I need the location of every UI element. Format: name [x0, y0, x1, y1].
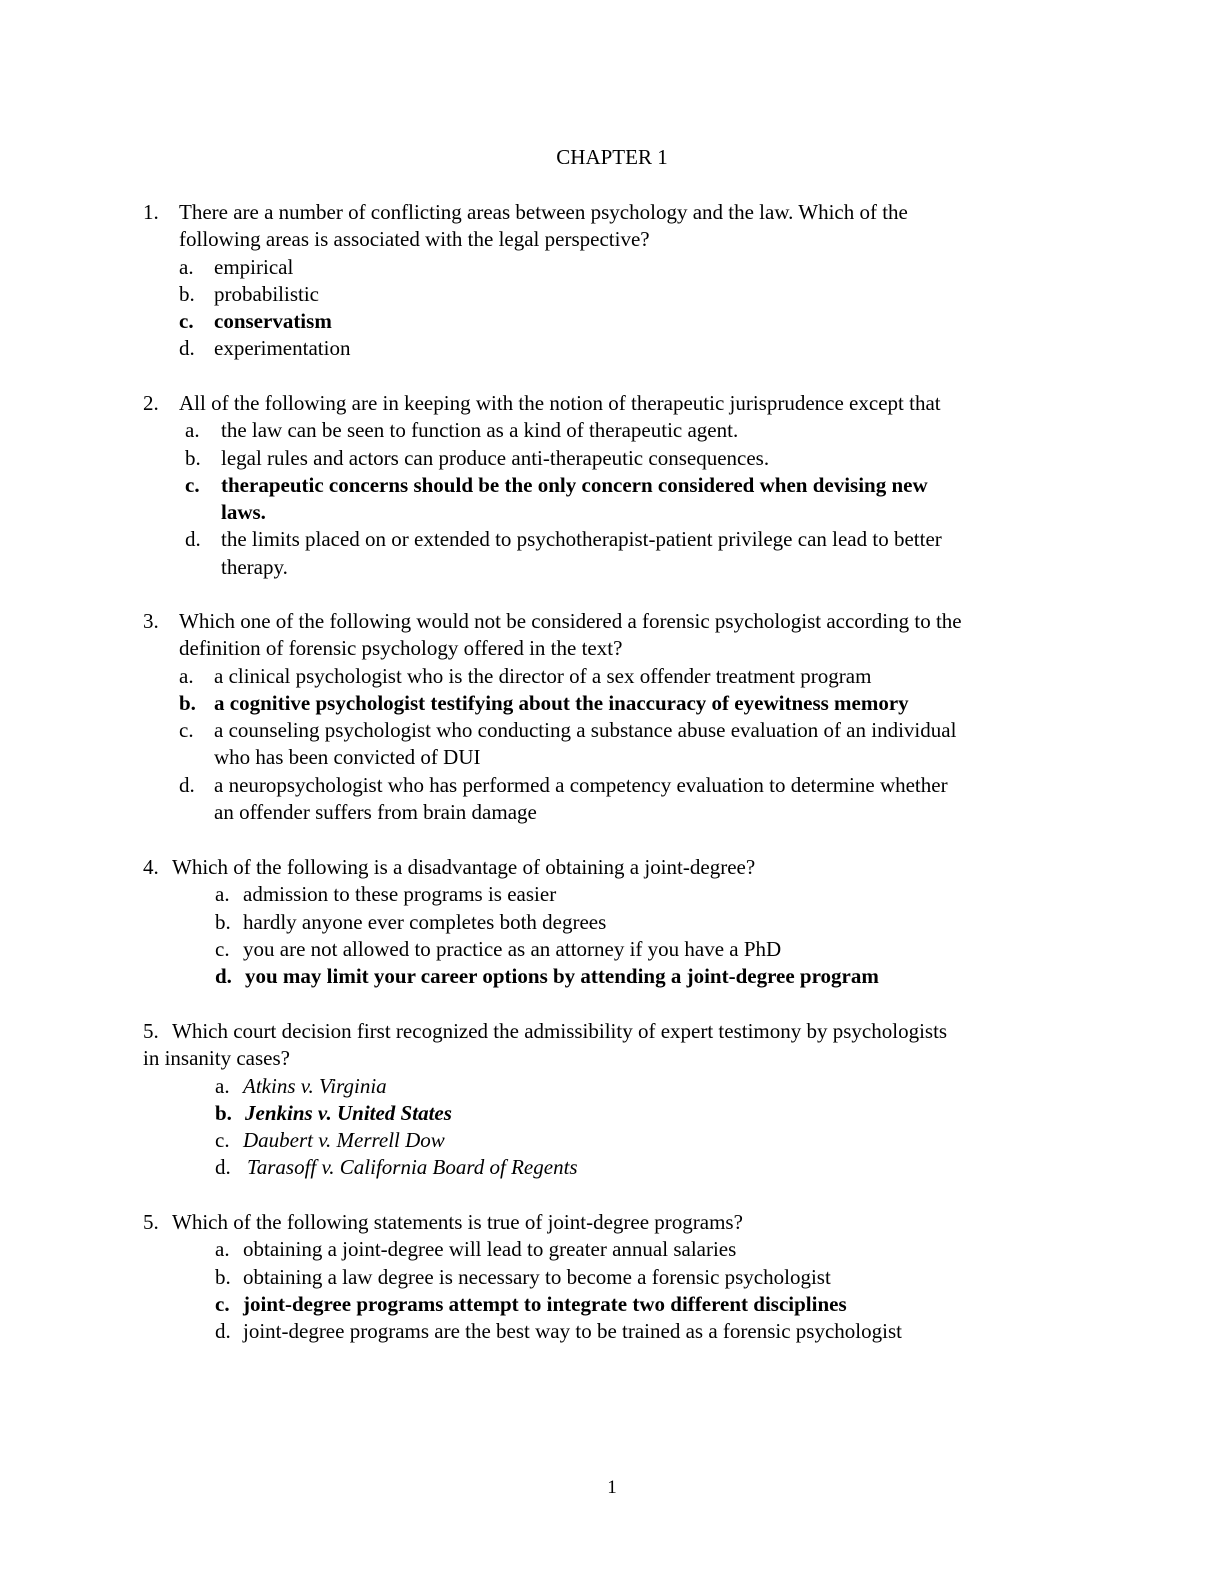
option-text: the limits placed on or extended to psychotherapist-patient privilege can lead to better — [221, 527, 942, 552]
answer-option — [0, 663, 1224, 690]
option-text: empirical — [214, 254, 294, 279]
answer-option — [0, 1236, 1224, 1263]
question-stem-line: following areas is associated with the legal perspective? — [179, 227, 650, 252]
question-stem-line: definition of forensic psychology offered in the text? — [179, 636, 623, 661]
answer-option — [0, 1073, 1224, 1100]
option-letter: a. — [215, 882, 230, 907]
answer-option — [0, 417, 1224, 444]
option-letter: b. — [215, 909, 231, 934]
correct-answer-option — [0, 690, 1224, 717]
answer-option — [0, 335, 1224, 362]
option-text: Tarasoff v. California Board of Regents — [247, 1155, 578, 1180]
answer-option — [0, 1264, 1224, 1291]
question-number: 5. — [143, 1210, 159, 1234]
option-letter: a. — [179, 663, 194, 688]
option-text: obtaining a law degree is necessary to become a forensic psychologist — [243, 1264, 831, 1289]
option-letter: d. — [185, 527, 201, 552]
option-text: legal rules and actors can produce anti-therapeutic consequences. — [221, 445, 770, 470]
question-stem-line: Which of the following is a disadvantage of obtaining a joint-degree? — [172, 855, 756, 879]
option-text: experimentation — [214, 336, 351, 361]
question-stem-line: Which court decision first recognized the admissibility of expert testimony by psychologists — [172, 1019, 948, 1043]
question-stem-line: There are a number of conflicting areas between psychology and the law. Which of the — [179, 200, 908, 224]
answer-option — [0, 526, 1224, 581]
question-stem-line: All of the following are in keeping with the notion of therapeutic jurisprudence except that — [179, 391, 941, 415]
answer-option — [0, 254, 1224, 281]
option-letter: c. — [215, 1128, 230, 1153]
option-letter: c. — [179, 718, 194, 743]
correct-answer-option — [0, 472, 1224, 527]
correct-answer-option — [0, 1100, 1224, 1127]
option-text: who has been convicted of DUI — [214, 745, 481, 770]
option-text: a cognitive psychologist testifying about the inaccuracy of eyewitness memory — [214, 690, 909, 715]
option-text: probabilistic — [214, 281, 319, 306]
question-number: 5. — [143, 1019, 159, 1043]
option-text: Jenkins v. United States — [245, 1100, 452, 1125]
option-letter: b. — [179, 690, 196, 715]
question-number: 4. — [143, 855, 159, 879]
option-letter: c. — [185, 472, 200, 497]
answer-option — [0, 1318, 1224, 1345]
question-number: 3. — [143, 609, 159, 633]
option-text: hardly anyone ever completes both degrees — [243, 909, 607, 934]
option-text: admission to these programs is easier — [243, 882, 557, 907]
option-letter: d. — [215, 1155, 231, 1180]
option-text: obtaining a joint-degree will lead to greater annual salaries — [243, 1237, 737, 1262]
option-letter: b. — [185, 445, 201, 470]
option-letter: b. — [215, 1264, 231, 1289]
option-text: joint-degree programs are the best way to be trained as a forensic psychologist — [243, 1319, 902, 1344]
option-letter: b. — [179, 281, 195, 306]
question-stem-line: Which of the following statements is true of joint-degree programs? — [172, 1210, 743, 1234]
option-letter: a. — [185, 418, 200, 443]
correct-answer-option — [0, 308, 1224, 335]
question-5 — [0, 1018, 1224, 1182]
question-1 — [0, 199, 1224, 363]
option-letter: c. — [215, 936, 230, 961]
question-4 — [0, 854, 1224, 990]
option-letter: d. — [179, 772, 195, 797]
question-stem-line: in insanity cases? — [143, 1046, 290, 1071]
option-letter: a. — [215, 1237, 230, 1262]
question-3 — [0, 608, 1224, 826]
correct-answer-option — [0, 1291, 1224, 1318]
question-stem-line: Which one of the following would not be considered a forensic psychologist according to the — [179, 609, 962, 633]
option-text: laws. — [221, 500, 266, 525]
option-text: therapy. — [221, 554, 288, 579]
option-letter: a. — [215, 1073, 230, 1098]
option-text: a neuropsychologist who has performed a competency evaluation to determine whether — [214, 772, 948, 797]
option-letter: d. — [179, 336, 195, 361]
answer-option — [0, 909, 1224, 936]
question-number: 1. — [143, 200, 159, 224]
question-2 — [0, 390, 1224, 581]
question-6 — [0, 1209, 1224, 1345]
answer-option — [0, 281, 1224, 308]
option-letter: d. — [215, 964, 232, 989]
option-text: you are not allowed to practice as an attorney if you have a PhD — [243, 936, 782, 961]
answer-option — [0, 772, 1224, 827]
answer-option — [0, 717, 1224, 772]
option-letter: a. — [179, 254, 194, 279]
option-text: Atkins v. Virginia — [243, 1073, 387, 1098]
answer-option — [0, 1154, 1224, 1181]
option-text: conservatism — [214, 309, 332, 334]
page-title: CHAPTER 1 — [556, 145, 668, 169]
option-letter: d. — [215, 1319, 231, 1344]
option-text: a counseling psychologist who conducting a substance abuse evaluation of an individual — [214, 718, 957, 743]
answer-option — [0, 445, 1224, 472]
answer-option — [0, 1127, 1224, 1154]
question-number: 2. — [143, 391, 159, 415]
page-number: 1 — [607, 1477, 617, 1498]
option-text: a clinical psychologist who is the director of a sex offender treatment program — [214, 663, 872, 688]
answer-option — [0, 881, 1224, 908]
option-text: the law can be seen to function as a kind of therapeutic agent. — [221, 418, 739, 443]
option-letter: b. — [215, 1100, 232, 1125]
option-text: Daubert v. Merrell Dow — [243, 1128, 445, 1153]
option-text: therapeutic concerns should be the only concern considered when devising new — [221, 472, 928, 497]
option-letter: c. — [215, 1291, 230, 1316]
option-letter: c. — [179, 309, 194, 334]
option-text: joint-degree programs attempt to integrate two different disciplines — [243, 1291, 847, 1316]
correct-answer-option — [0, 963, 1224, 990]
option-text: an offender suffers from brain damage — [214, 800, 537, 825]
answer-option — [0, 936, 1224, 963]
option-text: you may limit your career options by attending a joint-degree program — [245, 964, 879, 989]
